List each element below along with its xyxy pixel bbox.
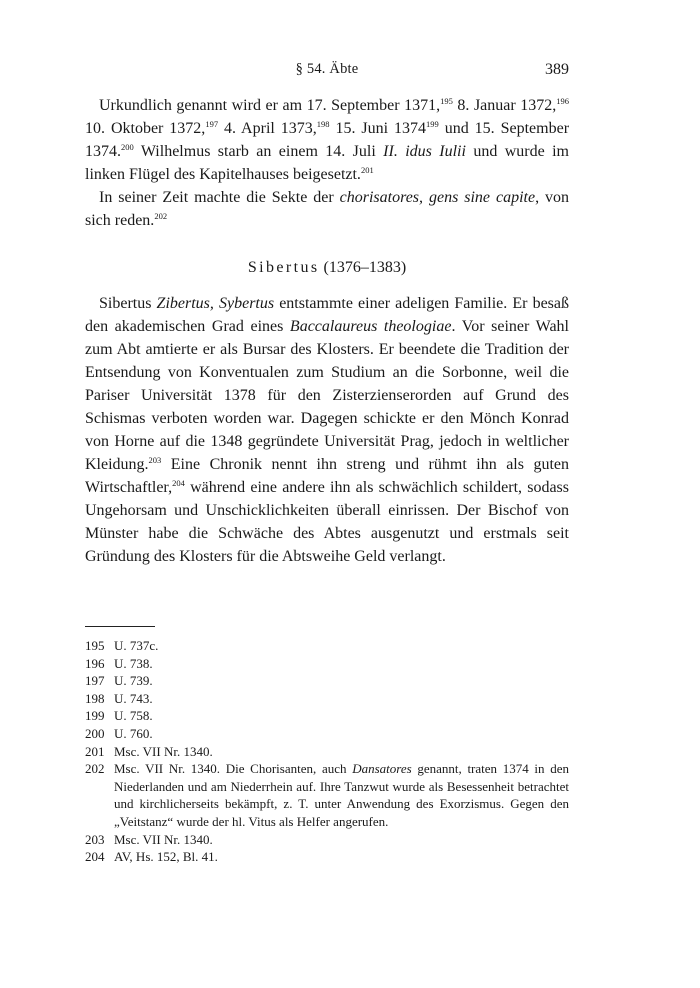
footnote xyxy=(85,725,569,743)
footnote-ref: 199 xyxy=(426,119,439,129)
text-run: 8. Januar 1372, xyxy=(452,97,557,114)
footnote-text xyxy=(114,760,569,830)
footnote-number: 199 xyxy=(85,708,105,724)
text-run: In seiner Zeit machte die Sekte der xyxy=(99,189,340,206)
footnote xyxy=(85,637,569,655)
footnote-text: U. 739. xyxy=(114,673,153,689)
footnote-ref: 203 xyxy=(148,455,162,465)
text-run: Sibertus xyxy=(99,295,157,312)
paragraph xyxy=(85,94,569,186)
section-heading xyxy=(85,257,569,279)
footnote-text: U. 743. xyxy=(114,690,153,706)
text-run: Msc. VII Nr. 1340. Die Chorisanten, auch xyxy=(114,761,353,777)
text-run: entstammte einer adeligen Familie. Er besaß den akademischen Grad eines xyxy=(85,295,569,335)
footnote-number: 200 xyxy=(85,725,105,741)
footnote-text: U. 738. xyxy=(114,655,153,671)
text-run: Eine Chronik nennt ihn streng und rühmt ihn als guten Wirtschaftler, xyxy=(85,456,569,496)
footnote-ref: 200 xyxy=(121,142,134,152)
italic-run: II. idus Iulii xyxy=(383,143,466,160)
italic-run: chorisatores, gens sine capite xyxy=(339,189,536,206)
footnote xyxy=(85,831,569,849)
footnote-ref: 195 xyxy=(440,96,453,106)
footnote-text: Msc. VII Nr. 1340. xyxy=(114,743,213,759)
footnote-ref: 202 xyxy=(154,211,168,221)
footnote xyxy=(85,848,569,866)
text-run: genannt, traten 1374 in den Niederlanden und am Niederrhein auf. Ihre Tanzwut wurde als Besessenheit betrachtet und kirchlicherseits bekämpft, z. T. unter Anwendung des Exorzismus. Gegen den „Veitstanz“ wurde der hl. Vitus als Helfer angerufen. xyxy=(114,761,569,829)
paragraph xyxy=(85,186,569,232)
footnote-number: 196 xyxy=(85,655,105,671)
text-run: und 15. September 1374. xyxy=(85,120,570,160)
text-run: während eine andere ihn als schwächlich schildert, sodass Ungehorsam und Unschicklichkeiten überall einrissen. Der Bischof von Münster habe die Schwäche des Abtes ausgenutzt und erstmals seit Gründung des Klosters für die Abtsweihe Geld verlangt. xyxy=(85,479,569,565)
text-run: 10. Oktober 1372, xyxy=(85,120,206,137)
footnote-ref: 196 xyxy=(556,96,569,106)
footnote-number: 204 xyxy=(85,849,105,865)
text-run: 4. April 1373, xyxy=(218,120,317,137)
footnote-number: 195 xyxy=(85,638,105,653)
footnote-text: AV, Hs. 152, Bl. 41. xyxy=(114,849,218,865)
footnote-number: 202 xyxy=(85,761,105,777)
text-run: Wilhelmus starb an einem 14. Juli xyxy=(133,143,384,160)
footnote xyxy=(85,707,569,725)
footnote xyxy=(85,672,569,690)
footnote-number: 198 xyxy=(85,690,105,706)
footnote-ref: 197 xyxy=(205,119,219,129)
text-run: , von sich reden. xyxy=(85,189,570,229)
section-years: (1376–1383) xyxy=(319,259,407,276)
running-title: § 54. Äbte xyxy=(295,61,359,77)
footnote-ref: 204 xyxy=(172,478,185,488)
text-run: . Vor seiner Wahl zum Abt amtierte er als Bursar des Klosters. Er beendete die Tradition der Entsendung von Konventualen zum Studium an die Sorbonne, weil die Pariser Universität 1378 für den Zisterzienserorden auf Grund des Schismas verboten worden war. Dagegen schickte er den Mönch Konrad von Horne auf die 1348 gegründete Universität Prag, jedoch in weltlicher Kleidung. xyxy=(85,318,570,473)
text-run: 15. Juni 1374 xyxy=(329,120,427,137)
body-text-sibertus xyxy=(85,292,569,568)
italic-run: Baccalaureus theologiae xyxy=(289,318,452,335)
italic-run: Dansatores xyxy=(352,761,412,777)
footnote-text: U. 737c. xyxy=(114,638,159,653)
footnote-number: 203 xyxy=(85,831,105,847)
footnote xyxy=(85,690,569,708)
footnote-ref: 198 xyxy=(316,119,330,129)
page-number: 389 xyxy=(545,61,569,78)
footnote xyxy=(85,743,569,761)
section-name: Sibertus xyxy=(247,259,320,276)
italic-run: Zibertus, Sybertus xyxy=(156,295,275,312)
running-head xyxy=(85,61,569,83)
paragraph xyxy=(85,292,569,568)
footnote-text: Msc. VII Nr. 1340. xyxy=(114,831,213,847)
footnotes xyxy=(85,637,569,866)
footnote-ref: 201 xyxy=(360,165,374,175)
footnote xyxy=(85,655,569,673)
footnote-number: 197 xyxy=(85,673,105,689)
footnote-text: U. 758. xyxy=(114,708,153,724)
footnote-text: U. 760. xyxy=(114,725,153,741)
footnote-rule xyxy=(85,626,155,627)
text-run: Urkundlich genannt wird er am 17. September 1371, xyxy=(99,97,441,114)
footnote xyxy=(85,760,569,830)
body-text-wilhelmus xyxy=(85,94,569,232)
footnote-number: 201 xyxy=(85,743,105,759)
text-run: und wurde im linken Flügel des Kapitelhauses beigesetzt. xyxy=(85,143,569,183)
